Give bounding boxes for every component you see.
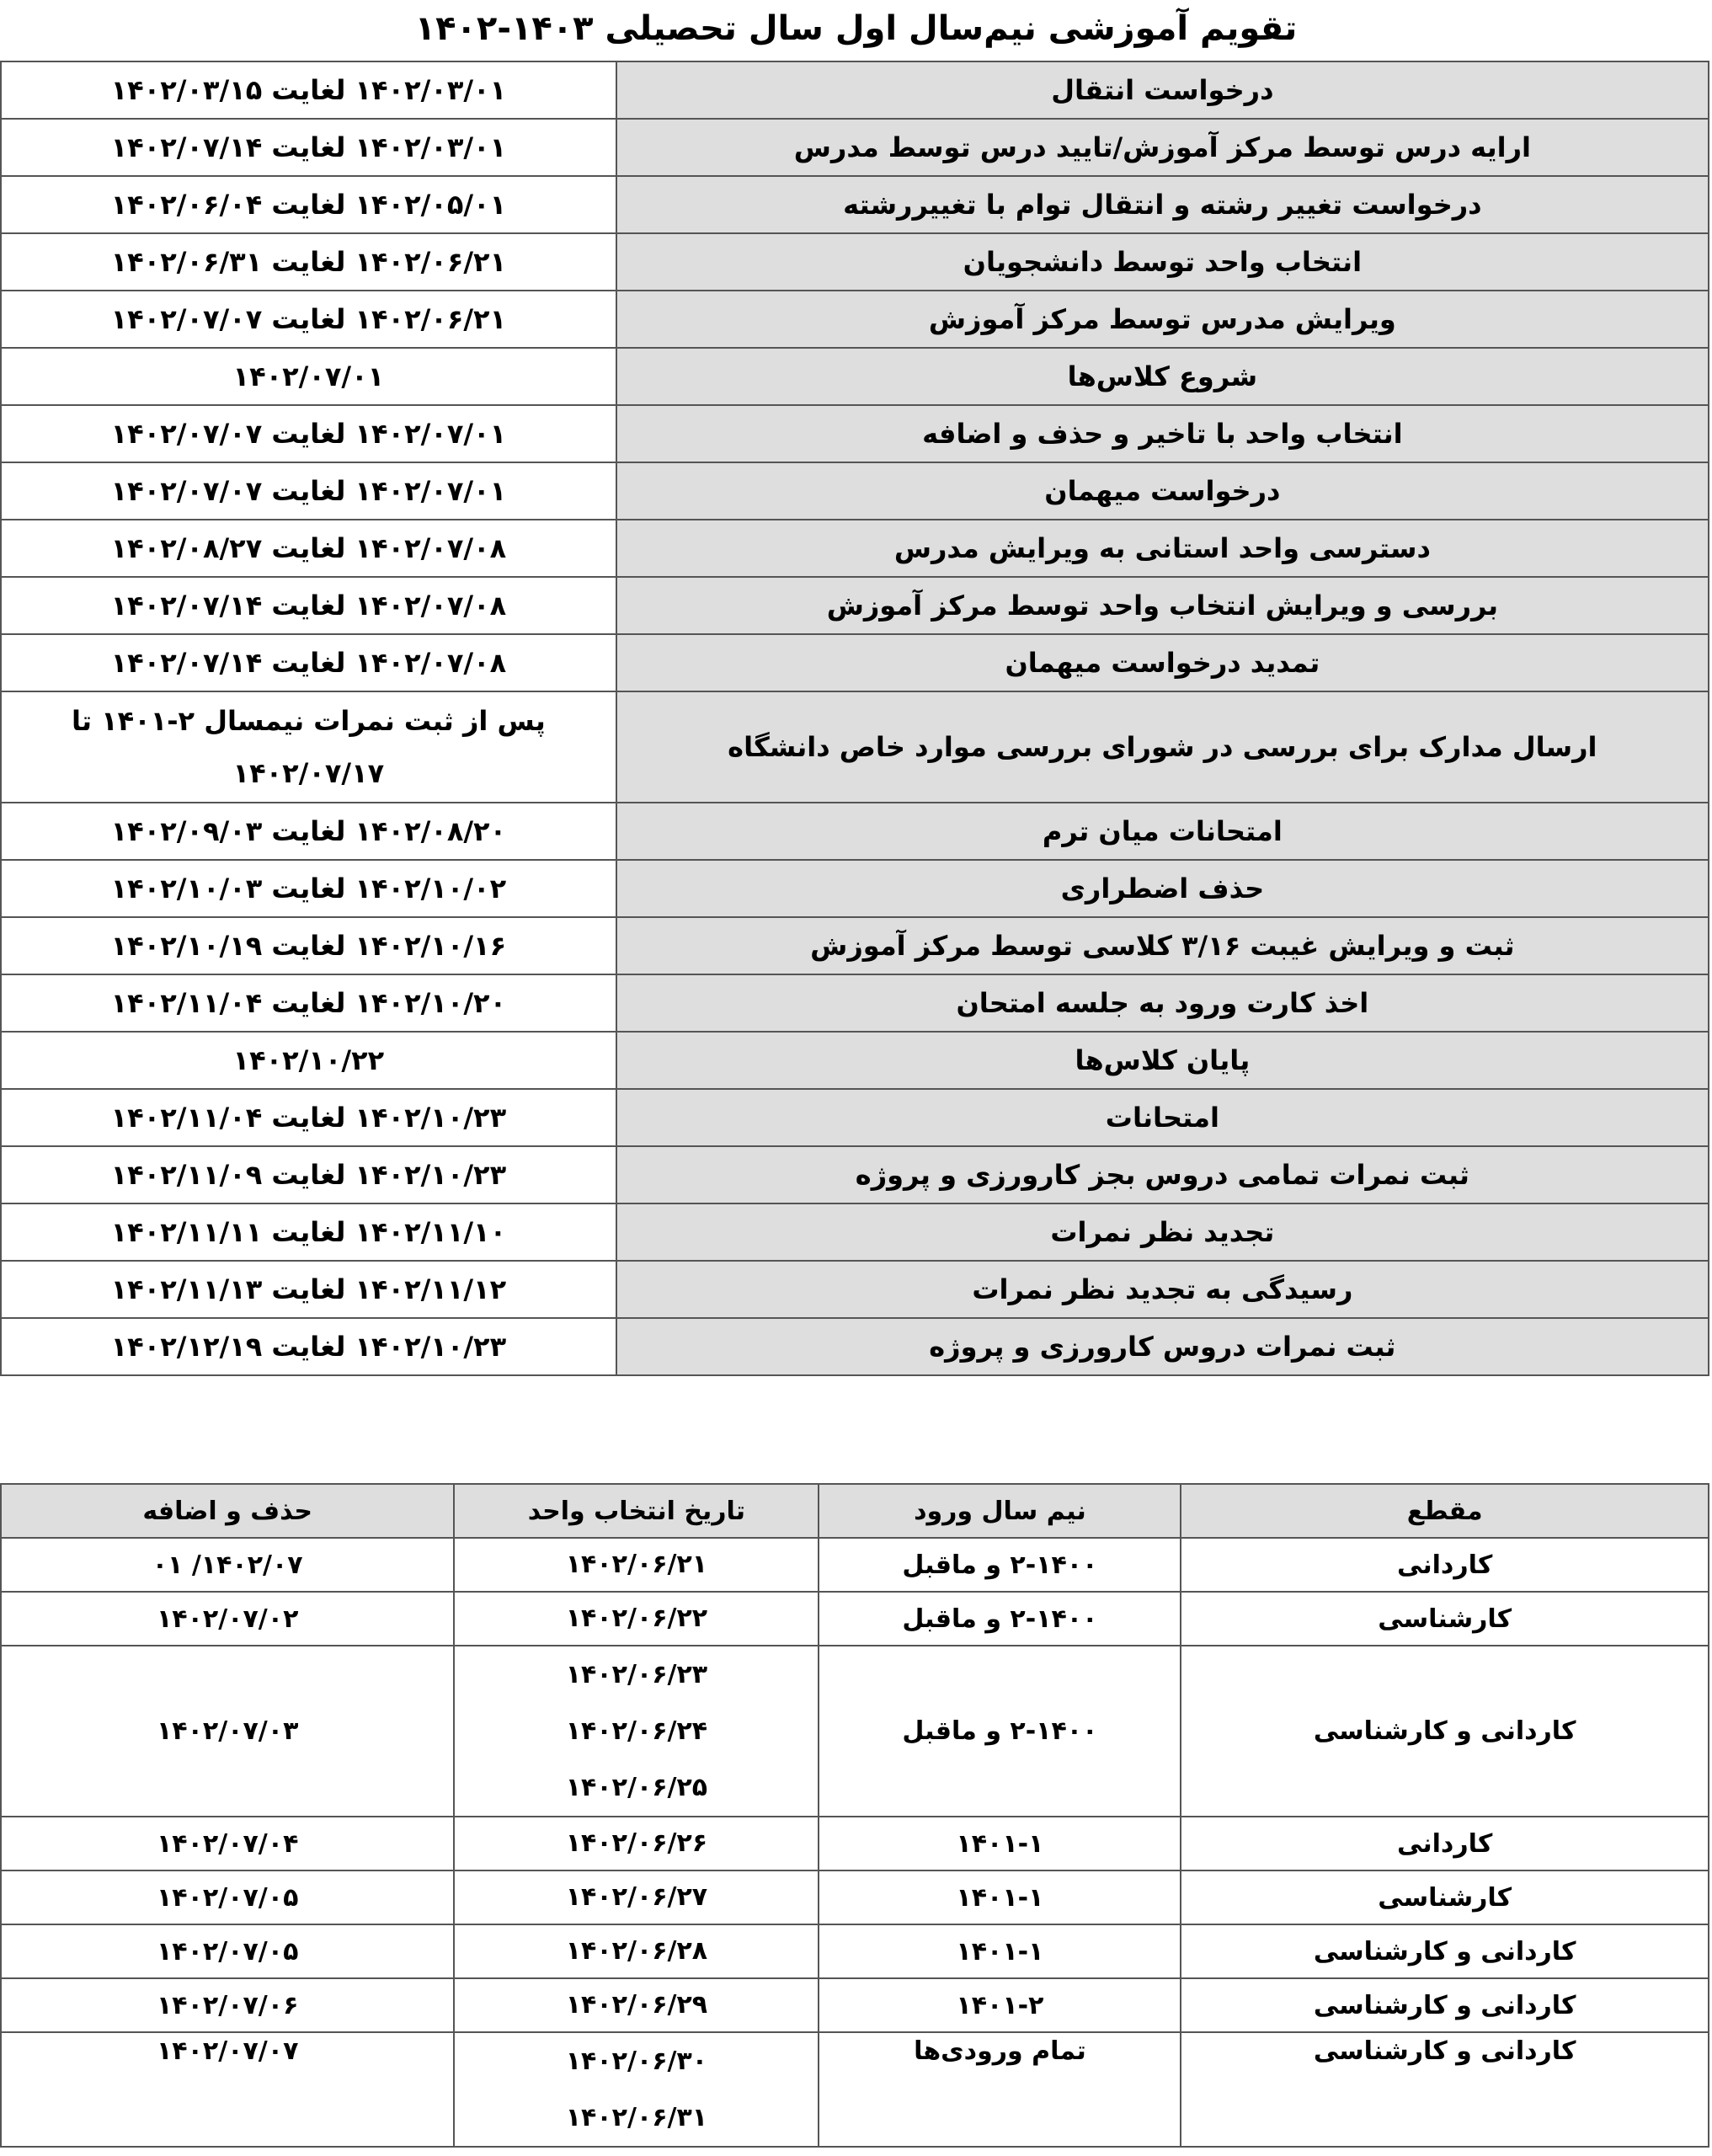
table-row bbox=[1, 2032, 1709, 2147]
add-drop-cell: ۱۴۰۲/۰۷/۰۵ bbox=[1, 1870, 454, 1924]
date-cell: ۱۴۰۲/۰۷/۰۱ لغایت ۱۴۰۲/۰۷/۰۷ bbox=[1, 462, 616, 520]
activity-cell: امتحانات میان ترم bbox=[616, 803, 1709, 860]
date-cell: ۱۴۰۲/۱۱/۱۲ لغایت ۱۴۰۲/۱۱/۱۳ bbox=[1, 1261, 616, 1318]
table-row bbox=[1, 405, 1709, 462]
selection-date-cell bbox=[454, 1924, 819, 1978]
add-drop-cell: ۱۴۰۲/۰۷/۰۳ bbox=[1, 1646, 454, 1817]
date-cell: ۱۴۰۲/۰۸/۲۰ لغایت ۱۴۰۲/۰۹/۰۳ bbox=[1, 803, 616, 860]
selection-date: ۱۴۰۲/۰۶/۲۶ bbox=[565, 1828, 708, 1858]
date-cell: ۱۴۰۲/۰۷/۰۱ bbox=[1, 348, 616, 405]
add-drop-cell: ۱۴۰۲/۰۷/۰۴ bbox=[1, 1817, 454, 1870]
header-entry: نیم سال ورود bbox=[819, 1484, 1181, 1538]
level-cell: کاردانی bbox=[1181, 1538, 1709, 1592]
selection-date: ۱۴۰۲/۰۶/۲۸ bbox=[565, 1936, 708, 1966]
table-row bbox=[1, 520, 1709, 577]
date-cell: ۱۴۰۲/۰۵/۰۱ لغایت ۱۴۰۲/۰۶/۰۴ bbox=[1, 176, 616, 233]
date-cell: ۱۴۰۲/۱۱/۱۰ لغایت ۱۴۰۲/۱۱/۱۱ bbox=[1, 1203, 616, 1261]
selection-date-cell bbox=[454, 1646, 819, 1817]
selection-date-cell bbox=[454, 1817, 819, 1870]
table-row bbox=[1, 1318, 1709, 1375]
selection-date: ۱۴۰۲/۰۶/۲۲ bbox=[565, 1604, 708, 1633]
activity-cell: تجدید نظر نمرات bbox=[616, 1203, 1709, 1261]
entry-cell: ۱۴۰۱-۱ bbox=[819, 1817, 1181, 1870]
activity-cell: حذف اضطراری bbox=[616, 860, 1709, 917]
activity-cell: ارایه درس توسط مرکز آموزش/تایید درس توسط مدرس bbox=[616, 119, 1709, 176]
level-cell: کارشناسی bbox=[1181, 1870, 1709, 1924]
level-cell: کاردانی bbox=[1181, 1817, 1709, 1870]
unit-selection-table bbox=[0, 1483, 1709, 2148]
table-row bbox=[1, 1089, 1709, 1146]
table-row bbox=[1, 1538, 1709, 1592]
table-row bbox=[1, 634, 1709, 691]
selection-date: ۱۴۰۲/۰۶/۲۷ bbox=[565, 1882, 708, 1912]
activity-cell: تمدید درخواست میهمان bbox=[616, 634, 1709, 691]
selection-date: ۱۴۰۲/۰۶/۳۰ bbox=[565, 2047, 708, 2076]
table-row bbox=[1, 61, 1709, 119]
calendar-table bbox=[0, 61, 1709, 1376]
selection-date: ۱۴۰۲/۰۶/۲۳ bbox=[565, 1660, 708, 1689]
table-row bbox=[1, 348, 1709, 405]
table-row bbox=[1, 1646, 1709, 1817]
table-row bbox=[1, 1261, 1709, 1318]
header-add-drop: حذف و اضافه bbox=[1, 1484, 454, 1538]
level-cell: کاردانی و کارشناسی bbox=[1181, 1978, 1709, 2032]
add-drop-cell: ۱۴۰۲/۰۷/۰۵ bbox=[1, 1924, 454, 1978]
activity-cell: پایان کلاس‌ها bbox=[616, 1032, 1709, 1089]
date-cell: ۱۴۰۲/۱۰/۲۳ لغایت ۱۴۰۲/۱۲/۱۹ bbox=[1, 1318, 616, 1375]
selection-date: ۱۴۰۲/۰۶/۲۹ bbox=[565, 1990, 708, 2020]
activity-cell: انتخاب واحد با تاخیر و حذف و اضافه bbox=[616, 405, 1709, 462]
date-line: ۱۴۰۲/۰۷/۱۷ bbox=[232, 757, 385, 789]
date-cell: ۱۴۰۲/۱۰/۰۲ لغایت ۱۴۰۲/۱۰/۰۳ bbox=[1, 860, 616, 917]
table-row bbox=[1, 803, 1709, 860]
date-cell: ۱۴۰۲/۱۰/۲۳ لغایت ۱۴۰۲/۱۱/۰۹ bbox=[1, 1146, 616, 1203]
selection-date-cell bbox=[454, 2032, 819, 2147]
table-row bbox=[1, 1146, 1709, 1203]
date-cell: ۱۴۰۲/۰۶/۲۱ لغایت ۱۴۰۲/۰۶/۳۱ bbox=[1, 233, 616, 291]
add-drop-cell: ۱۴۰۲/۰۷/۰۲ bbox=[1, 1592, 454, 1646]
table-row bbox=[1, 291, 1709, 348]
level-cell: کاردانی و کارشناسی bbox=[1181, 2032, 1709, 2147]
activity-cell: ثبت نمرات تمامی دروس بجز کارورزی و پروژه bbox=[616, 1146, 1709, 1203]
header-selection-date: تاریخ انتخاب واحد bbox=[454, 1484, 819, 1538]
activity-cell: ثبت و ویرایش غیبت ۳/۱۶ کلاسی توسط مرکز آموزش bbox=[616, 917, 1709, 974]
activity-cell: رسیدگی به تجدید نظر نمرات bbox=[616, 1261, 1709, 1318]
table-row bbox=[1, 233, 1709, 291]
table-row bbox=[1, 1924, 1709, 1978]
entry-cell: ۱۴۰۱-۱ bbox=[819, 1870, 1181, 1924]
date-cell: ۱۴۰۲/۰۷/۰۸ لغایت ۱۴۰۲/۰۷/۱۴ bbox=[1, 577, 616, 634]
table-header-row bbox=[1, 1484, 1709, 1538]
table-row bbox=[1, 462, 1709, 520]
date-cell: ۱۴۰۲/۰۳/۰۱ لغایت ۱۴۰۲/۰۳/۱۵ bbox=[1, 61, 616, 119]
activity-cell: ویرایش مدرس توسط مرکز آموزش bbox=[616, 291, 1709, 348]
activity-cell: انتخاب واحد توسط دانشجویان bbox=[616, 233, 1709, 291]
entry-cell: ۲-۱۴۰۰ و ماقبل bbox=[819, 1538, 1181, 1592]
add-drop-cell: ۱۴۰۲/۰۷/۰۷ bbox=[1, 2032, 454, 2147]
table-row bbox=[1, 974, 1709, 1032]
date-cell: ۱۴۰۲/۰۷/۰۱ لغایت ۱۴۰۲/۰۷/۰۷ bbox=[1, 405, 616, 462]
selection-date-cell bbox=[454, 1592, 819, 1646]
selection-date: ۱۴۰۲/۰۶/۲۱ bbox=[565, 1550, 708, 1579]
selection-date-cell bbox=[454, 1978, 819, 2032]
activity-cell: ارسال مدارک برای بررسی در شورای بررسی موارد خاص دانشگاه bbox=[616, 691, 1709, 803]
table-row bbox=[1, 176, 1709, 233]
level-cell: کارشناسی bbox=[1181, 1592, 1709, 1646]
date-cell: ۱۴۰۲/۱۰/۲۳ لغایت ۱۴۰۲/۱۱/۰۴ bbox=[1, 1089, 616, 1146]
date-cell: ۱۴۰۲/۱۰/۱۶ لغایت ۱۴۰۲/۱۰/۱۹ bbox=[1, 917, 616, 974]
entry-cell: ۲-۱۴۰۰ و ماقبل bbox=[819, 1646, 1181, 1817]
selection-date: ۱۴۰۲/۰۶/۳۱ bbox=[565, 2103, 708, 2132]
entry-cell: ۲-۱۴۰۰ و ماقبل bbox=[819, 1592, 1181, 1646]
header-level: مقطع bbox=[1181, 1484, 1709, 1538]
level-cell: کاردانی و کارشناسی bbox=[1181, 1646, 1709, 1817]
selection-date: ۱۴۰۲/۰۶/۲۵ bbox=[565, 1773, 708, 1802]
table-row bbox=[1, 1032, 1709, 1089]
date-cell bbox=[1, 691, 616, 803]
date-cell: ۱۴۰۲/۱۰/۲۰ لغایت ۱۴۰۲/۱۱/۰۴ bbox=[1, 974, 616, 1032]
date-cell: ۱۴۰۲/۰۷/۰۸ لغایت ۱۴۰۲/۰۷/۱۴ bbox=[1, 634, 616, 691]
date-cell: ۱۴۰۲/۰۳/۰۱ لغایت ۱۴۰۲/۰۷/۱۴ bbox=[1, 119, 616, 176]
level-cell: کاردانی و کارشناسی bbox=[1181, 1924, 1709, 1978]
table-row bbox=[1, 119, 1709, 176]
activity-cell: درخواست تغییر رشته و انتقال توام با تغییررشته bbox=[616, 176, 1709, 233]
date-cell: ۱۴۰۲/۰۶/۲۱ لغایت ۱۴۰۲/۰۷/۰۷ bbox=[1, 291, 616, 348]
activity-cell: درخواست انتقال bbox=[616, 61, 1709, 119]
activity-cell: شروع کلاس‌ها bbox=[616, 348, 1709, 405]
activity-cell: ثبت نمرات دروس کارورزی و پروژه bbox=[616, 1318, 1709, 1375]
date-line: پس از ثبت نمرات نیمسال ۲-۱۴۰۱ تا bbox=[71, 705, 546, 737]
activity-cell: درخواست میهمان bbox=[616, 462, 1709, 520]
entry-cell: تمام ورودی‌ها bbox=[819, 2032, 1181, 2147]
table-row bbox=[1, 1592, 1709, 1646]
table-row bbox=[1, 1870, 1709, 1924]
date-cell: ۱۴۰۲/۰۷/۰۸ لغایت ۱۴۰۲/۰۸/۲۷ bbox=[1, 520, 616, 577]
selection-date-cell bbox=[454, 1538, 819, 1592]
activity-cell: اخذ کارت ورود به جلسه امتحان bbox=[616, 974, 1709, 1032]
table-row bbox=[1, 1203, 1709, 1261]
selection-date-cell bbox=[454, 1870, 819, 1924]
entry-cell: ۱۴۰۱-۲ bbox=[819, 1978, 1181, 2032]
table-row bbox=[1, 860, 1709, 917]
add-drop-cell: ۱۴۰۲/۰۷/ ۰۱ bbox=[1, 1538, 454, 1592]
add-drop-cell: ۱۴۰۲/۰۷/۰۶ bbox=[1, 1978, 454, 2032]
table-row bbox=[1, 691, 1709, 803]
date-cell: ۱۴۰۲/۱۰/۲۲ bbox=[1, 1032, 616, 1089]
selection-date: ۱۴۰۲/۰۶/۲۴ bbox=[565, 1716, 708, 1746]
table-row bbox=[1, 1817, 1709, 1870]
table-row bbox=[1, 577, 1709, 634]
activity-cell: دسترسی واحد استانی به ویرایش مدرس bbox=[616, 520, 1709, 577]
activity-cell: بررسی و ویرایش انتخاب واحد توسط مرکز آموزش bbox=[616, 577, 1709, 634]
table-row bbox=[1, 917, 1709, 974]
entry-cell: ۱۴۰۱-۱ bbox=[819, 1924, 1181, 1978]
activity-cell: امتحانات bbox=[616, 1089, 1709, 1146]
page-title: تقویم آموزشی نیم‌سال اول سال تحصیلی ۱۴۰۳-۱۴۰۲ bbox=[414, 9, 1298, 48]
table-row bbox=[1, 1978, 1709, 2032]
